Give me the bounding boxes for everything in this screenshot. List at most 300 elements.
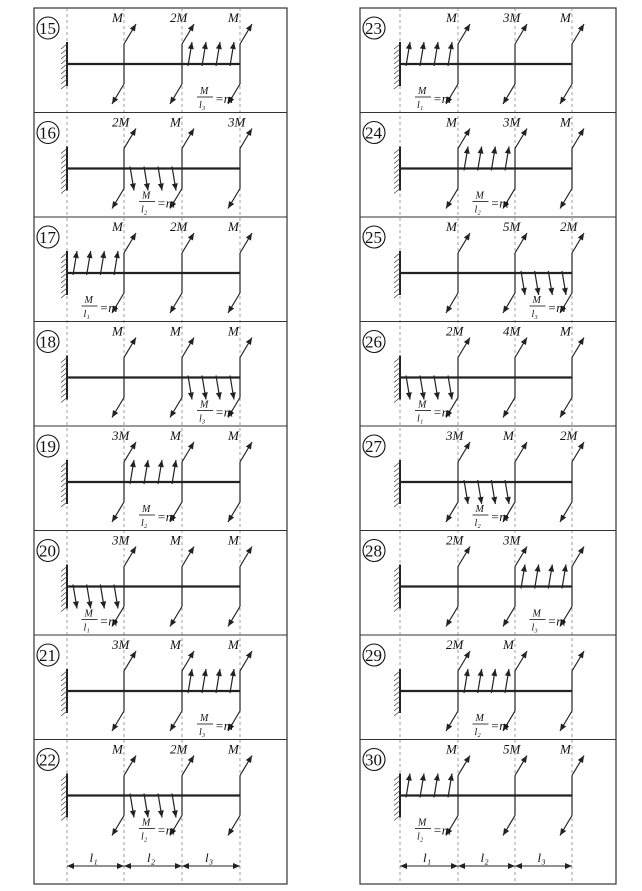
variant-number: 15 xyxy=(39,19,56,38)
arrowhead xyxy=(521,338,527,346)
arrowhead xyxy=(188,651,194,659)
wall-hatch xyxy=(394,398,400,403)
intensity-fraction xyxy=(139,504,175,529)
concentrated-moment xyxy=(502,115,527,209)
variant-number: 23 xyxy=(365,19,382,38)
arrowhead xyxy=(491,669,497,676)
arrowhead xyxy=(464,547,470,555)
arrowhead xyxy=(515,863,522,869)
arrowhead xyxy=(73,601,79,608)
fraction-denominator: l₂ xyxy=(141,204,148,216)
variant-number: 26 xyxy=(365,332,382,352)
concentrated-moment xyxy=(445,742,470,836)
concentrated-moment xyxy=(169,428,194,522)
fraction-denominator: l₁ xyxy=(83,622,90,634)
fraction-denominator: l₃ xyxy=(531,309,538,320)
left-column xyxy=(34,8,287,884)
arrowhead xyxy=(464,756,470,764)
arrowhead xyxy=(228,305,234,313)
arrowhead xyxy=(172,810,178,817)
variant-28 xyxy=(360,531,616,634)
variant-18 xyxy=(34,322,287,425)
distributed-moment xyxy=(521,565,568,589)
moment-label: 2M xyxy=(446,637,464,652)
distributed-moment xyxy=(130,460,178,484)
fraction-denominator: l₂ xyxy=(141,831,148,843)
moment-label: 2M xyxy=(112,114,130,130)
arrowhead xyxy=(521,288,527,295)
arrowhead xyxy=(464,442,470,450)
arrowhead xyxy=(246,233,252,241)
fraction-denominator: l₁ xyxy=(83,309,90,320)
intensity-fraction xyxy=(473,504,509,529)
arrowhead xyxy=(420,774,426,781)
arrowhead xyxy=(246,547,252,555)
arrowhead xyxy=(112,828,118,836)
fraction-equals-m: =m xyxy=(157,822,176,838)
fraction-equals-m: =m xyxy=(433,822,452,838)
concentrated-moment xyxy=(502,533,527,627)
moment-label: M xyxy=(170,637,181,652)
arrowhead xyxy=(130,183,136,190)
fraction-denominator: l₂ xyxy=(474,518,481,529)
moment-label: 5M xyxy=(503,741,521,757)
fraction-equals-m: =m xyxy=(99,613,118,629)
fraction-denominator: l₃ xyxy=(199,413,206,425)
arrowhead xyxy=(246,651,252,659)
arrowhead xyxy=(464,651,470,659)
arrowhead xyxy=(144,460,150,467)
arrowhead xyxy=(130,810,136,817)
arrowhead xyxy=(560,828,566,836)
variant-15 xyxy=(37,10,252,111)
arrowhead xyxy=(246,756,252,764)
arrowhead xyxy=(521,442,527,450)
arrowhead xyxy=(521,565,527,572)
variant-number: 29 xyxy=(365,646,382,665)
arrowhead xyxy=(478,147,484,154)
arrowhead xyxy=(464,147,470,154)
moment-label: M xyxy=(446,10,457,25)
arrowhead xyxy=(521,756,527,764)
concentrated-moment xyxy=(446,533,470,627)
distributed-moment xyxy=(406,42,454,66)
arrowhead xyxy=(464,338,470,346)
fraction-numerator: M xyxy=(142,504,151,515)
arrowhead xyxy=(578,756,584,764)
arrowhead xyxy=(112,514,118,522)
variant-29 xyxy=(360,635,616,738)
distributed-moment xyxy=(188,376,236,400)
fraction-numerator: M xyxy=(418,86,427,97)
variant-23 xyxy=(363,10,584,111)
arrowhead xyxy=(202,42,208,49)
arrowhead xyxy=(562,288,568,295)
dimension-lines xyxy=(400,850,572,869)
fraction-numerator: M xyxy=(84,608,93,620)
arrowhead xyxy=(130,460,136,467)
fraction-numerator: M xyxy=(418,817,427,829)
variant-number: 27 xyxy=(365,437,382,456)
concentrated-moment xyxy=(503,324,527,418)
variant-24 xyxy=(360,113,616,216)
concentrated-moment xyxy=(502,637,527,731)
intensity-fraction xyxy=(415,400,451,425)
arrowhead xyxy=(130,129,136,137)
arrowhead xyxy=(144,183,150,190)
variant-number: 28 xyxy=(365,541,382,561)
arrowhead xyxy=(578,338,584,346)
wall-hatch xyxy=(394,607,400,612)
intensity-fraction xyxy=(473,191,509,216)
distributed-moment xyxy=(406,376,454,400)
arrowhead xyxy=(228,514,234,522)
wall-hatch xyxy=(394,189,400,194)
moment-label: M xyxy=(446,114,457,130)
distributed-moment xyxy=(188,669,236,693)
arrowhead xyxy=(434,42,440,49)
wall-hatch xyxy=(61,189,67,194)
concentrated-moment xyxy=(503,742,527,836)
arrowhead xyxy=(406,42,412,49)
concentrated-moment xyxy=(445,10,470,104)
variant-number: 19 xyxy=(39,437,56,456)
wall-hatch xyxy=(394,84,400,89)
arrowhead xyxy=(420,392,426,399)
wall-hatch xyxy=(394,502,400,507)
arrowhead xyxy=(144,810,150,817)
dimension-label-l3: l₃ xyxy=(205,850,214,865)
arrowhead xyxy=(130,338,136,346)
arrowhead xyxy=(73,251,79,258)
moment-label: 5M xyxy=(503,219,521,234)
arrowhead xyxy=(464,669,470,676)
arrowhead xyxy=(216,669,222,676)
arrowhead xyxy=(578,547,584,555)
concentrated-moment xyxy=(559,115,584,209)
concentrated-moment xyxy=(227,115,252,209)
fraction-numerator: M xyxy=(200,86,209,97)
arrowhead xyxy=(172,183,178,190)
moment-label: 2M xyxy=(560,219,578,234)
variant-22 xyxy=(34,740,287,843)
concentrated-moment xyxy=(111,533,136,627)
fraction-numerator: M xyxy=(475,713,484,724)
fraction-equals-m: =m xyxy=(215,404,234,420)
arrowhead xyxy=(503,96,509,104)
fraction-numerator: M xyxy=(418,399,427,411)
arrowhead xyxy=(216,42,222,49)
arrowhead xyxy=(548,288,554,295)
moment-label: 3M xyxy=(228,114,246,130)
arrowhead xyxy=(100,251,106,258)
variant-number: 24 xyxy=(365,123,382,143)
arrowhead xyxy=(112,723,118,731)
arrowhead xyxy=(114,251,120,258)
arrowhead xyxy=(578,129,584,137)
variant-number: 21 xyxy=(39,646,56,665)
arrowhead xyxy=(400,863,407,869)
intensity-fraction xyxy=(415,818,451,843)
concentrated-moment xyxy=(227,637,252,731)
arrowhead xyxy=(521,651,527,659)
moment-label: M xyxy=(170,323,181,339)
arrowhead xyxy=(491,147,497,154)
arrowhead xyxy=(560,410,566,418)
arrowhead xyxy=(158,460,164,467)
arrowhead xyxy=(503,410,509,418)
arrowhead xyxy=(578,651,584,659)
distributed-moment xyxy=(130,794,178,818)
wall-hatch xyxy=(394,816,400,821)
arrowhead xyxy=(188,42,194,49)
arrowhead xyxy=(130,24,136,32)
concentrated-moment xyxy=(170,10,194,104)
fraction-numerator: M xyxy=(84,295,93,306)
arrowhead xyxy=(446,305,452,313)
arrowhead xyxy=(491,497,497,504)
arrowhead xyxy=(188,442,194,450)
fraction-equals-m: =m xyxy=(547,300,566,315)
concentrated-moment xyxy=(111,428,136,522)
moment-label: 4M xyxy=(503,323,521,339)
arrowhead xyxy=(464,233,470,241)
arrowhead xyxy=(202,392,208,399)
arrowhead xyxy=(188,233,194,241)
arrowhead xyxy=(503,305,509,313)
arrowhead xyxy=(130,233,136,241)
moment-label: 2M xyxy=(446,532,464,548)
concentrated-moment xyxy=(227,533,252,627)
intensity-fraction xyxy=(473,713,509,738)
intensity-fraction xyxy=(197,400,233,425)
arrowhead xyxy=(521,129,527,137)
moment-label: M xyxy=(560,741,571,757)
moment-label: M xyxy=(446,741,457,757)
moment-label: M xyxy=(112,10,123,25)
arrowhead xyxy=(188,129,194,137)
moment-label: M xyxy=(228,532,239,548)
distributed-moment xyxy=(130,167,178,191)
arrowhead xyxy=(578,233,584,241)
arrowhead xyxy=(464,129,470,137)
arrowhead xyxy=(406,774,412,781)
arrowhead xyxy=(478,669,484,676)
moment-label: 2M xyxy=(170,10,188,25)
arrowhead xyxy=(505,147,511,154)
variant-20 xyxy=(34,531,287,634)
variant-26 xyxy=(360,322,616,425)
arrowhead xyxy=(130,547,136,555)
arrowhead xyxy=(158,183,164,190)
concentrated-moment xyxy=(111,637,136,731)
fraction-denominator: l₂ xyxy=(141,518,148,529)
fraction-equals-m: =m xyxy=(490,509,509,524)
dimension-label-l1: l₁ xyxy=(423,850,432,865)
arrowhead xyxy=(448,774,454,781)
arrowhead xyxy=(230,392,236,399)
moment-label: 3M xyxy=(503,532,521,548)
arrowhead xyxy=(158,810,164,817)
arrowhead xyxy=(560,723,566,731)
distributed-moment xyxy=(464,480,511,504)
wall-hatch xyxy=(394,293,400,298)
wall-hatch xyxy=(61,84,67,89)
intensity-fraction xyxy=(82,295,118,320)
arrowhead xyxy=(230,42,236,49)
concentrated-moment xyxy=(170,742,194,836)
arrowhead xyxy=(548,565,554,572)
arrowhead xyxy=(446,201,452,209)
fraction-numerator: M xyxy=(532,608,541,620)
arrowhead xyxy=(521,233,527,241)
concentrated-moment xyxy=(169,324,194,418)
moment-label: 2M xyxy=(170,741,188,757)
right-column xyxy=(360,8,616,884)
arrowhead xyxy=(420,42,426,49)
arrowhead xyxy=(560,514,566,522)
dimension-label-l3: l₃ xyxy=(537,850,546,865)
arrowhead xyxy=(114,601,120,608)
fraction-denominator: l₂ xyxy=(417,831,424,843)
fraction-equals-m: =m xyxy=(215,91,234,106)
moment-label: M xyxy=(503,637,514,652)
dimension-label-l2: l₂ xyxy=(480,850,489,865)
concentrated-moment xyxy=(227,219,252,313)
fraction-denominator: l₁ xyxy=(417,100,424,111)
concentrated-moment xyxy=(169,533,194,627)
arrowhead xyxy=(246,442,252,450)
concentrated-moment xyxy=(446,324,470,418)
wall-hatch xyxy=(61,816,67,821)
variant-number: 20 xyxy=(39,541,56,561)
arrowhead xyxy=(446,514,452,522)
arrowhead xyxy=(503,828,509,836)
variant-number: 30 xyxy=(365,750,382,770)
moment-label: 3M xyxy=(112,637,130,652)
fraction-equals-m: =m xyxy=(433,91,452,106)
fraction-denominator: l₃ xyxy=(199,727,206,738)
arrowhead xyxy=(446,723,452,731)
intensity-fraction xyxy=(530,609,566,634)
concentrated-moment xyxy=(111,742,136,836)
arrowhead xyxy=(228,619,234,627)
variant-number: 18 xyxy=(39,332,56,352)
arrowhead xyxy=(246,24,252,32)
wall-hatch xyxy=(61,607,67,612)
concentrated-moment xyxy=(559,10,584,104)
moment-label: M xyxy=(228,637,239,652)
intensity-fraction xyxy=(530,295,566,320)
concentrated-moment xyxy=(502,10,527,104)
concentrated-moment xyxy=(445,428,470,522)
arrowhead xyxy=(246,129,252,137)
moment-label: 3M xyxy=(503,114,521,130)
arrowhead xyxy=(535,288,541,295)
moment-label: M xyxy=(560,323,571,339)
concentrated-moment xyxy=(227,742,252,836)
variant-number: 16 xyxy=(39,123,56,143)
arrowhead xyxy=(216,392,222,399)
moment-label: M xyxy=(228,219,239,234)
distributed-moment xyxy=(406,774,454,798)
fraction-numerator: M xyxy=(532,295,541,306)
moment-label: M xyxy=(112,219,123,234)
moment-label: 3M xyxy=(112,532,130,548)
variant-27 xyxy=(360,426,616,529)
wall-hatch xyxy=(61,502,67,507)
wall-hatch xyxy=(61,711,67,716)
arrowhead xyxy=(170,305,176,313)
fraction-denominator: l₂ xyxy=(474,204,481,216)
arrowhead xyxy=(521,24,527,32)
arrowhead xyxy=(560,201,566,209)
variant-16 xyxy=(34,113,287,216)
arrowhead xyxy=(175,863,182,869)
arrowhead xyxy=(170,410,176,418)
moment-label: M xyxy=(446,219,457,234)
concentrated-moment xyxy=(227,324,252,418)
arrowhead xyxy=(560,96,566,104)
moment-label: M xyxy=(228,323,239,339)
distributed-moment xyxy=(464,669,511,693)
distributed-moment xyxy=(73,585,120,609)
variant-17 xyxy=(34,217,287,320)
fraction-equals-m: =m xyxy=(490,195,509,211)
moment-label: M xyxy=(228,428,239,443)
fraction-equals-m: =m xyxy=(547,613,566,629)
moment-label: M xyxy=(560,114,571,130)
arrowhead xyxy=(446,619,452,627)
fraction-denominator: l₃ xyxy=(531,622,538,634)
arrowhead xyxy=(124,863,131,869)
arrowhead xyxy=(478,497,484,504)
arrowhead xyxy=(170,96,176,104)
intensity-fraction xyxy=(197,86,233,111)
arrowhead xyxy=(188,338,194,346)
arrowhead xyxy=(117,863,124,869)
fraction-numerator: M xyxy=(475,504,484,515)
arrowhead xyxy=(130,651,136,659)
moment-label: M xyxy=(170,428,181,443)
arrowhead xyxy=(503,619,509,627)
variant-19 xyxy=(34,426,287,529)
arrowhead xyxy=(451,863,458,869)
arrowhead xyxy=(202,669,208,676)
concentrated-moment xyxy=(227,10,252,104)
fraction-numerator: M xyxy=(142,190,151,202)
dimension-lines xyxy=(67,850,240,869)
moment-label: M xyxy=(503,428,514,443)
arrowhead xyxy=(112,96,118,104)
moment-label: M xyxy=(170,532,181,548)
arrowhead xyxy=(562,565,568,572)
moment-label: M xyxy=(228,741,239,757)
moment-label: 2M xyxy=(560,428,578,443)
variant-number: 25 xyxy=(365,228,382,247)
concentrated-moment xyxy=(445,115,470,209)
variant-number: 17 xyxy=(39,228,56,247)
arrowhead xyxy=(87,601,93,608)
wall-hatch xyxy=(394,711,400,716)
arrowhead xyxy=(188,756,194,764)
arrowhead xyxy=(67,863,74,869)
arrowhead xyxy=(448,42,454,49)
arrowhead xyxy=(112,201,118,209)
arrowhead xyxy=(130,756,136,764)
arrowhead xyxy=(188,547,194,555)
variant-25 xyxy=(360,217,616,320)
